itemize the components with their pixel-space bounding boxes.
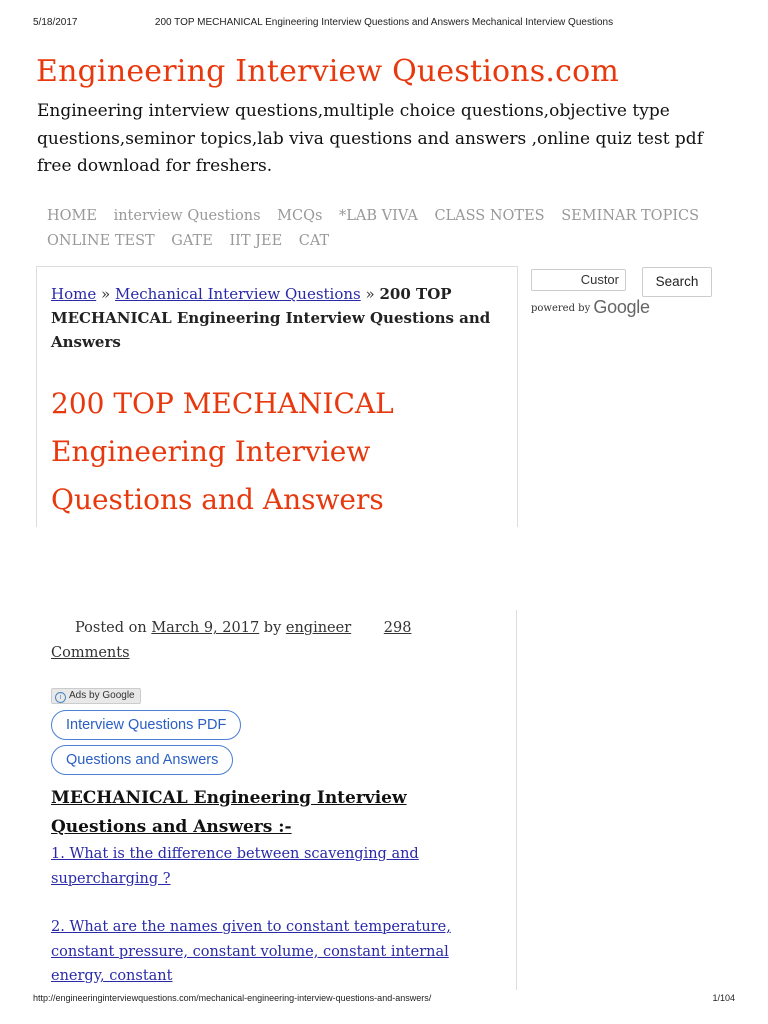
- posted-on-label: Posted on: [75, 620, 147, 636]
- breadcrumb-home-link[interactable]: Home: [51, 285, 97, 303]
- nav-item-seminar-topics[interactable]: SEMINAR TOPICS: [561, 208, 700, 224]
- print-footer: [0, 993, 768, 1007]
- search-button[interactable]: Search: [642, 267, 712, 297]
- print-header: [0, 17, 768, 31]
- question-link[interactable]: 1. What is the difference between scavenging and supercharging ?: [51, 846, 419, 887]
- print-page-count: 1/104: [712, 993, 735, 1003]
- nav-item-online-test[interactable]: ONLINE TEST: [47, 233, 155, 249]
- nav-item-mcqs[interactable]: MCQs: [277, 208, 323, 224]
- nav-item-home[interactable]: HOME: [47, 208, 97, 224]
- nav-item-cat[interactable]: CAT: [298, 233, 330, 249]
- print-date: 5/18/2017: [33, 17, 78, 28]
- ads-badge-label: Ads by Google: [69, 690, 135, 701]
- info-icon: i: [55, 692, 66, 703]
- ad-link-button[interactable]: Questions and Answers: [51, 745, 233, 775]
- search-input[interactable]: Custor: [531, 269, 626, 291]
- nav-item-lab-viva[interactable]: *LAB VIVA: [339, 208, 418, 224]
- ad-link-button[interactable]: Interview Questions PDF: [51, 710, 241, 740]
- post-date-link[interactable]: March 9, 2017: [151, 620, 260, 636]
- breadcrumb-separator: »: [365, 285, 375, 303]
- print-document-title: 200 TOP MECHANICAL Engineering Interview Questions and Answers Mechanical Interview Questions: [154, 17, 614, 28]
- comments-label-link[interactable]: Comments: [51, 645, 130, 661]
- breadcrumb-separator: »: [101, 285, 111, 303]
- breadcrumb-category-link[interactable]: Mechanical Interview Questions: [114, 285, 361, 303]
- by-label: by: [263, 620, 282, 636]
- question-link[interactable]: 2. What are the names given to constant temperature, constant pressure, constant volume, constant internal energy, constant: [51, 919, 451, 984]
- print-url: http://engineeringinterviewquestions.com/mechanical-engineering-interview-questions-and-answers/: [33, 993, 432, 1003]
- breadcrumb: [51, 282, 496, 354]
- content-box-divider: [516, 610, 517, 990]
- post-meta: [51, 616, 471, 666]
- nav-item-iit-jee[interactable]: IIT JEE: [229, 233, 283, 249]
- nav-item-interview-questions[interactable]: interview Questions: [113, 208, 261, 224]
- powered-by-google: [531, 296, 650, 318]
- main-navigation: [47, 204, 727, 254]
- post-author-link[interactable]: engineer: [285, 620, 352, 636]
- site-title[interactable]: Engineering Interview Questions.com: [36, 54, 620, 89]
- breadcrumb-current: 200 TOP MECHANICAL Engineering Interview Questions and Answers: [51, 285, 491, 351]
- section-heading: MECHANICAL Engineering Interview Questions and Answers :-: [51, 788, 407, 837]
- google-logo: Google: [593, 297, 650, 317]
- powered-by-label: powered by: [531, 303, 591, 314]
- site-description: Engineering interview questions,multiple choice questions,objective type questions,seminor topics,lab viva questions and answers ,online quiz test pdf free download for freshers.: [37, 101, 703, 176]
- nav-item-gate[interactable]: GATE: [171, 233, 213, 249]
- post-title: 200 TOP MECHANICAL Engineering Interview Questions and Answers: [51, 387, 394, 516]
- nav-item-class-notes[interactable]: CLASS NOTES: [434, 208, 545, 224]
- ads-by-google-badge[interactable]: [51, 688, 141, 704]
- comments-count-link[interactable]: 298: [383, 620, 412, 636]
